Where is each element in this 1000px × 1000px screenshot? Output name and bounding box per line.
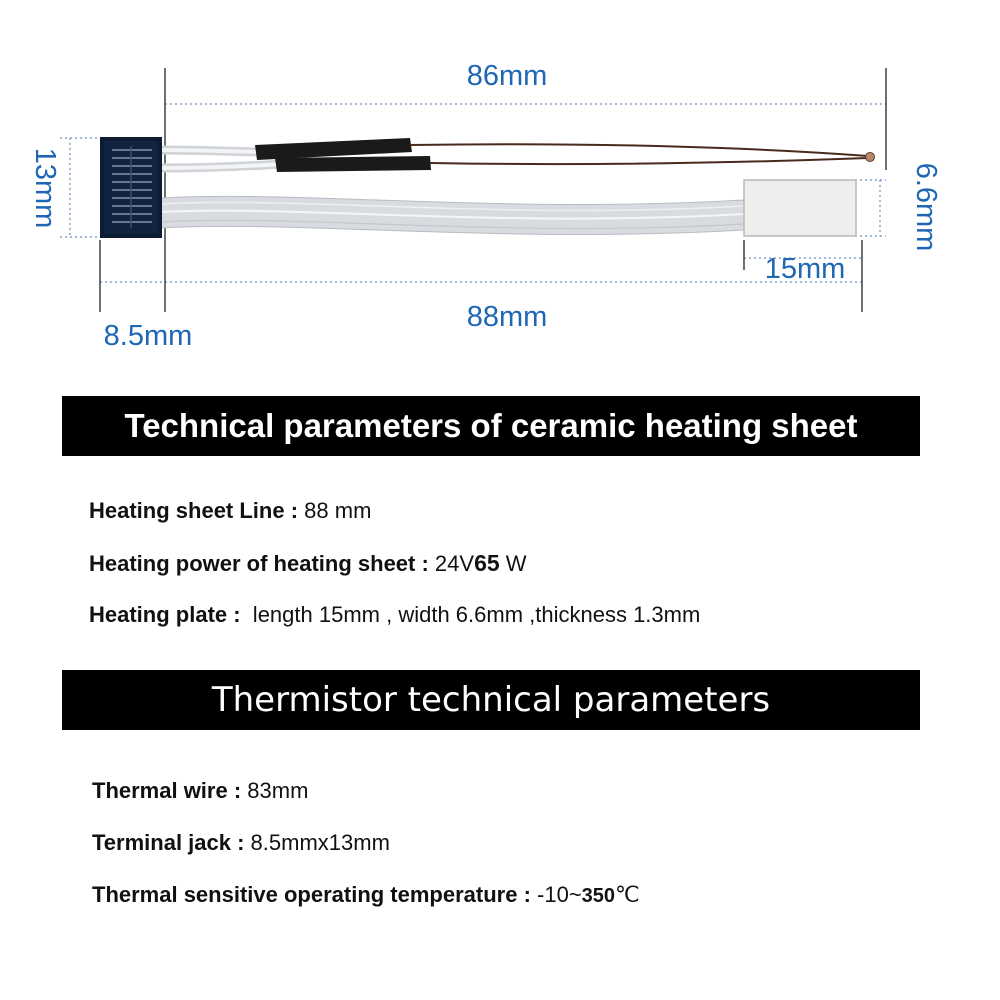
param-value: 83mm [241,778,309,803]
param-heating-line [89,498,371,524]
thermistor-section-banner [62,670,920,730]
param-label: Heating sheet Line : [89,498,299,523]
param-value: 88 mm [298,498,372,523]
dim-connector-width: 8.5mm [103,320,193,352]
heating-cable [160,196,744,234]
param-value-post: W [499,551,527,576]
param-value: length 15mm , width 6.6mm ,thickness 1.3mm [240,602,701,627]
param-value-emph: 65 [474,550,500,576]
param-thermal-wire [92,778,308,804]
param-label: Thermal wire : [92,778,242,803]
param-terminal-jack [92,830,390,856]
thermistor-wires [410,144,868,164]
heating-section-title: Technical parameters of ceramic heating sheet [124,407,858,444]
param-value-pre: 24V [428,551,475,576]
product-dimension-diagram [0,0,1000,380]
ceramic-heating-plate [744,180,856,236]
thermistor-bead-icon [866,153,875,162]
param-label: Thermal sensitive operating temperature : [92,882,531,907]
param-heating-plate [89,602,700,628]
dim-connector-height: 13mm [29,147,61,229]
heating-section-banner [62,396,920,456]
param-value-pre: -10~ [530,882,582,907]
param-value: 8.5mmx13mm [244,830,390,855]
param-label: Terminal jack : [92,830,245,855]
thermistor-section-title: Thermistor technical parameters [211,680,771,720]
param-operating-temperature [92,882,640,908]
terminal-connector [100,137,162,238]
dim-plate-width: 6.6mm [910,162,942,252]
dim-bottom-length: 88mm [466,301,548,333]
dim-top-length: 86mm [466,60,548,92]
param-heating-power [89,550,527,577]
param-label: Heating plate : [89,602,241,627]
dim-plate-length: 15mm [764,253,846,285]
param-value-post: ℃ [615,882,640,907]
param-value-emph: 350 [581,885,616,907]
heat-shrink-sleeves [255,138,431,172]
param-label: Heating power of heating sheet : [89,551,429,576]
